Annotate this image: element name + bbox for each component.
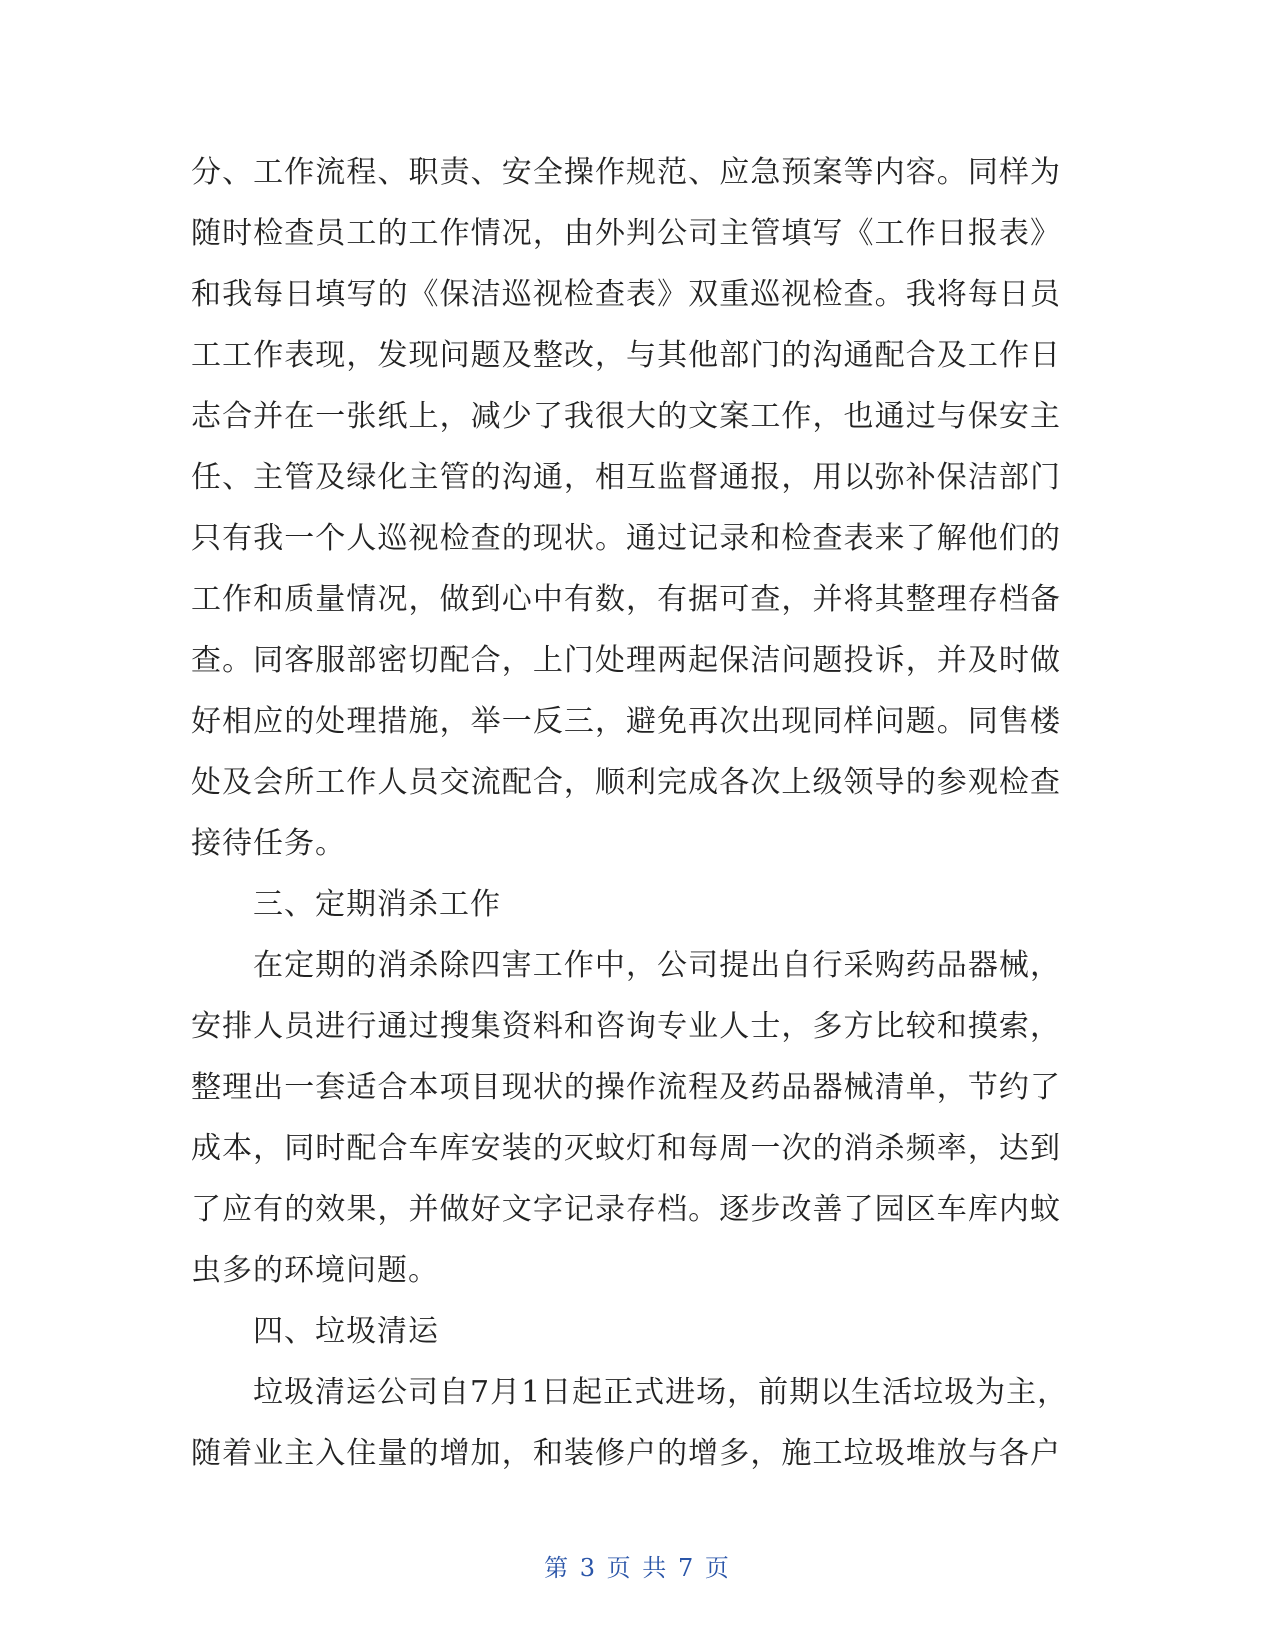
- body-line: 只有我一个人巡视检查的现状。通过记录和检查表来了解他们的: [191, 521, 1061, 556]
- body-line: 工作和质量情况，做到心中有数，有据可查，并将其整理存档备: [191, 582, 1061, 617]
- section-heading: 四、垃圾清运: [253, 1314, 439, 1349]
- body-line: 查。同客服部密切配合，上门处理两起保洁问题投诉，并及时做: [191, 643, 1061, 678]
- body-line: 成本，同时配合车库安装的灭蚊灯和每周一次的消杀频率，达到: [191, 1131, 1061, 1166]
- body-line: 了应有的效果，并做好文字记录存档。逐步改善了园区车库内蚊: [191, 1192, 1061, 1227]
- body-line: 随着业主入住量的增加，和装修户的增多，施工垃圾堆放与各户: [191, 1436, 1061, 1471]
- page-indicator: 第 3 页 共 7 页: [544, 1554, 731, 1582]
- body-line: 任、主管及绿化主管的沟通，相互监督通报，用以弥补保洁部门: [191, 460, 1061, 495]
- body-line: 好相应的处理措施，举一反三，避免再次出现同样问题。同售楼: [191, 704, 1061, 739]
- body-line: 接待任务。: [191, 826, 346, 861]
- body-line: 志合并在一张纸上，减少了我很大的文案工作，也通过与保安主: [191, 399, 1061, 434]
- body-line: 安排人员进行通过搜集资料和咨询专业人士，多方比较和摸索，: [191, 1009, 1061, 1044]
- section-heading: 三、定期消杀工作: [253, 887, 501, 922]
- body-line: 分、工作流程、职责、安全操作规范、应急预案等内容。同样为: [191, 155, 1061, 190]
- body-line: 处及会所工作人员交流配合，顺利完成各次上级领导的参观检查: [191, 765, 1061, 800]
- body-line: 在定期的消杀除四害工作中，公司提出自行采购药品器械，: [253, 948, 1061, 983]
- body-line: 整理出一套适合本项目现状的操作流程及药品器械清单，节约了: [191, 1070, 1061, 1105]
- document-body: [191, 142, 1069, 1484]
- body-line: 和我每日填写的《保洁巡视检查表》双重巡视检查。我将每日员: [191, 277, 1061, 312]
- body-line: 工工作表现，发现问题及整改，与其他部门的沟通配合及工作日: [191, 338, 1061, 373]
- body-line: 虫多的环境问题。: [191, 1253, 439, 1288]
- body-line: 随时检查员工的工作情况，由外判公司主管填写《工作日报表》: [191, 216, 1061, 251]
- body-line: 垃圾清运公司自7月1日起正式进场，前期以生活垃圾为主，: [253, 1375, 1069, 1410]
